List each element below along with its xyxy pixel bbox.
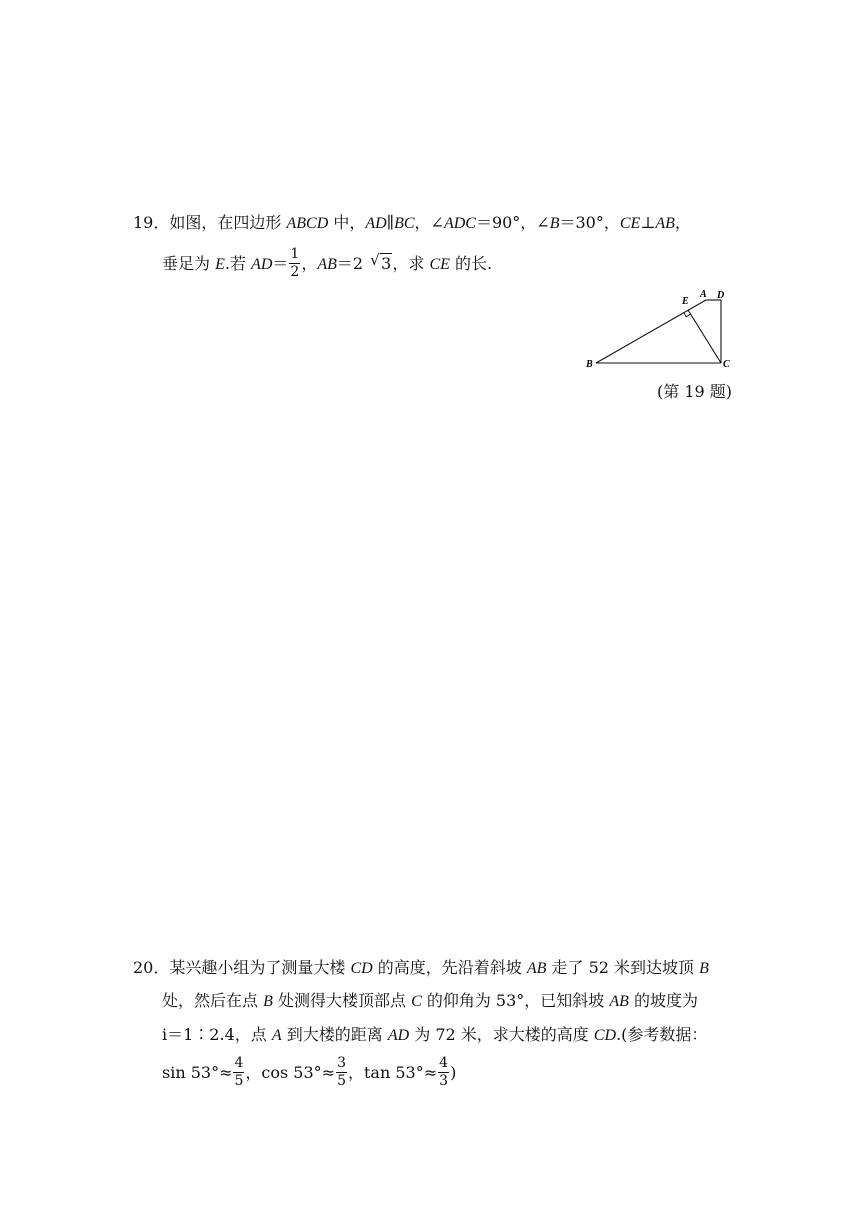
q20-line4: sin 53°≈ $\frac{4}{5}$ ，cos 53°≈ $\frac{3}{5}$ ，tan 53°≈ $\frac{4}{3}$ ) [162, 1055, 457, 1089]
q20-line2: 处，然后在点 B 处测得大楼顶部点 C 的仰角为 53°，已知斜坡 AB 的坡度为 [162, 991, 698, 1010]
label-B: B [586, 359, 593, 370]
q19-line1: 19．如图，在四边形 ABCD 中，AD∥BC，∠ADC＝90°，∠B＝30°，CE⊥AB， [133, 213, 691, 232]
fraction-one-half: $\frac{1}{2}$ [290, 246, 300, 280]
label-D: D [717, 290, 725, 301]
label-C: C [723, 359, 730, 370]
q20-number: 20． [133, 958, 170, 977]
q19-line2: 垂足为 E.若 AD＝ $\frac{1}{2}$ ，AB＝2 √ 3，求 CE 的长. [162, 246, 493, 280]
radical-sign-icon: √ [370, 251, 380, 269]
label-A: A [700, 289, 707, 300]
label-E: E [682, 296, 689, 307]
q19-number: 19． [133, 213, 170, 232]
fraction-four-thirds: $\frac{4}{3}$ [439, 1055, 449, 1089]
q20-line1: 20．某兴趣小组为了测量大楼 CD 的高度，先沿着斜坡 AB 走了 52 米到达坡顶 B [133, 958, 709, 977]
q19-figure [580, 286, 740, 376]
segment-CE [688, 310, 721, 363]
q20-line3: i＝1∶2.4，点 A 到大楼的距离 AD 为 72 米，求大楼的高度 CD.(参考数据： [162, 1025, 708, 1044]
fraction-three-fifths: $\frac{3}{5}$ [337, 1055, 346, 1089]
square-root: √ 3 [370, 251, 392, 273]
segment-BA [596, 300, 706, 363]
q19-figure-caption: (第 19 题) [657, 382, 733, 401]
fraction-four-fifths: $\frac{4}{5}$ [234, 1055, 244, 1089]
